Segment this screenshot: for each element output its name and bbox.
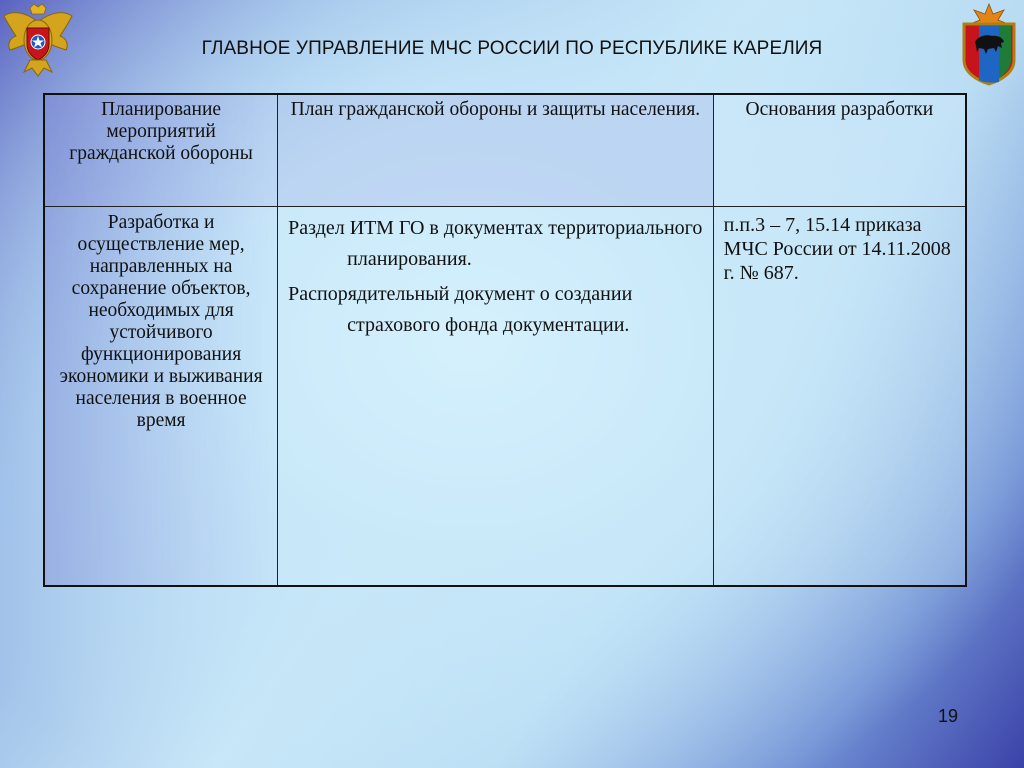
karelia-coat-of-arms-icon	[958, 2, 1020, 86]
document-item: Раздел ИТМ ГО в документах территориального планирования.	[288, 216, 703, 270]
page-number: 19	[938, 706, 959, 726]
table-cell-documents	[278, 206, 714, 586]
table-cell-measures: Разработка и осуществление мер, направленных на сохранение объектов, необходимых для устойчивого функционирования экономики и выживания населения в военное время	[44, 206, 278, 586]
table-header-cell-basis: Основания разработки	[713, 94, 966, 206]
table-header-cell-planning: Планирование мероприятий гражданской обороны	[44, 94, 278, 206]
document-item: Распорядительный документ о создании страхового фонда документации.	[288, 282, 633, 336]
table-header-cell-plan: План гражданской обороны и защиты населения.	[278, 94, 714, 206]
table-header-row	[44, 94, 966, 206]
table-row	[44, 206, 966, 586]
page-title: ГЛАВНОЕ УПРАВЛЕНИЕ МЧС РОССИИ ПО РЕСПУБЛИКЕ КАРЕЛИЯ	[201, 38, 823, 59]
plan-table	[43, 93, 967, 587]
table-cell-legal-basis: п.п.3 – 7, 15.14 приказа МЧС России от 14.11.2008 г. № 687.	[713, 206, 966, 586]
